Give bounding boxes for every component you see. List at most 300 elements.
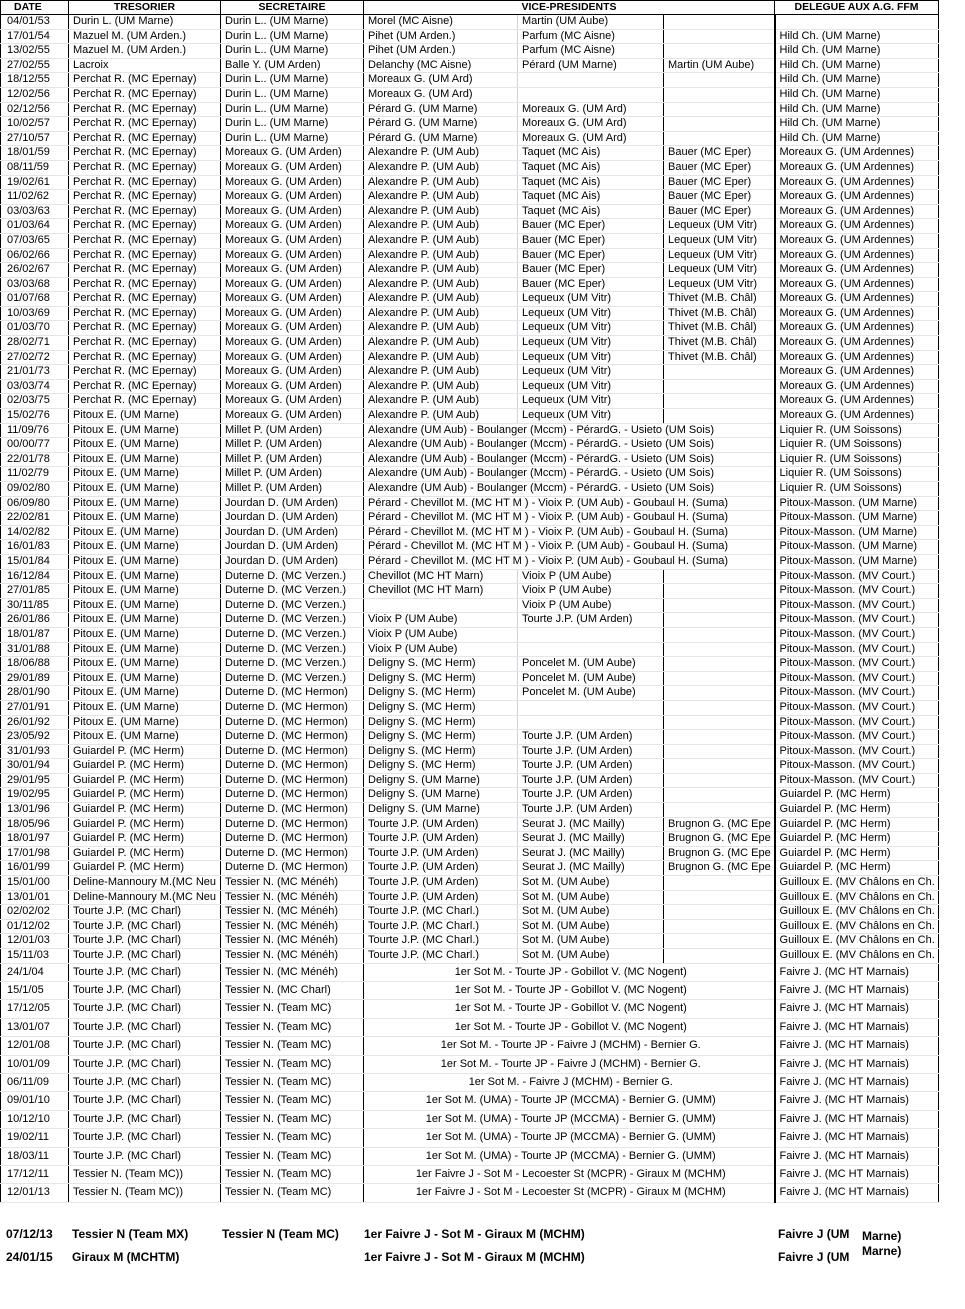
tresorier-cell: Pitoux E. (UM Marne) [69,511,221,526]
table-row [1,409,939,424]
date-cell: 27/02/72 [1,350,69,365]
vice-president-cell: Pérard - Chevillot M. (MC HT M ) - Vioix P. (UM Aub) - Goubaul H. (Suma) [364,525,775,540]
tresorier-cell: Tourte J.P. (MC Charl) [69,1129,221,1147]
table-row [1,905,939,920]
table-row [1,292,939,307]
vice-president-cell: Martin (UM Aube) [664,58,775,73]
secretaire-cell: Duterne D. (MC Hermon) [221,773,364,788]
vice-president-cell: Martin (UM Aube) [518,15,664,30]
vice-president-cell: Thivet (M.B. Châl) [664,306,775,321]
footer-delegue: Faivre J (UM [778,1227,850,1241]
vice-president-cell: Sot M. (UM Aube) [518,949,664,964]
vice-president-cell: Pérard - Chevillot M. (MC HT M ) - Vioix P. (UM Aub) - Goubaul H. (Suma) [364,540,775,555]
tresorier-cell: Pitoux E. (UM Marne) [69,482,221,497]
delegue-cell: Guilloux E. (MV Châlons en Ch. [775,905,939,920]
vice-president-cell: Moreaux G. (UM Ard) [518,117,664,132]
vice-president-cell: Tourte J.P. (MC Charl.) [364,949,518,964]
table-row [1,73,939,88]
tresorier-cell: Tourte J.P. (MC Charl) [69,934,221,949]
tresorier-cell: Pitoux E. (UM Marne) [69,671,221,686]
date-cell: 13/01/07 [1,1018,69,1036]
delegue-cell [775,15,939,30]
tresorier-cell: Mazuel M. (UM Arden.) [69,29,221,44]
secretaire-cell: Duterne D. (MC Hermon) [221,832,364,847]
secretaire-cell: Millet P. (UM Arden) [221,438,364,453]
table-row [1,788,939,803]
secretaire-cell: Moreaux G. (UM Arden) [221,219,364,234]
vice-president-cell [664,642,775,657]
vice-president-cell: Brugnon G. (MC Epe [664,846,775,861]
tresorier-cell: Perchat R. (MC Epernay) [69,379,221,394]
table-row [1,321,939,336]
delegue-cell: Faivre J. (MC HT Marnais) [775,1110,939,1128]
table-row [1,15,939,30]
vice-president-cell: Tourte J.P. (UM Arden) [518,730,664,745]
vice-president-cell: Sot M. (UM Aube) [518,934,664,949]
date-cell: 31/01/88 [1,642,69,657]
vice-president-cell: Deligny S. (MC Herm) [364,730,518,745]
table-row [1,29,939,44]
date-cell: 30/01/94 [1,759,69,774]
tresorier-cell: Pitoux E. (UM Marne) [69,730,221,745]
table-row [1,175,939,190]
vice-president-cell: Lequeux (UM Vitr) [664,219,775,234]
vice-president-cell: Deligny S. (UM Marne) [364,773,518,788]
tresorier-cell: Tessier N. (Team MC)) [69,1184,221,1202]
table-row [1,657,939,672]
vice-president-cell [664,905,775,920]
date-cell: 17/01/54 [1,29,69,44]
tresorier-cell: Guiardel P. (MC Herm) [69,788,221,803]
table-row [1,584,939,599]
tresorier-cell: Perchat R. (MC Epernay) [69,131,221,146]
vice-president-cell: 1er Sot M. - Faivre J (MCHM) - Bernier G. [364,1074,775,1092]
date-cell: 02/02/02 [1,905,69,920]
secretaire-cell: Moreaux G. (UM Arden) [221,263,364,278]
tresorier-cell: Tourte J.P. (MC Charl) [69,919,221,934]
table-row [1,1147,939,1165]
secretaire-cell: Tessier N. (MC Ménéh) [221,876,364,891]
vice-president-cell: Poncelet M. (UM Aube) [518,671,664,686]
delegue-cell: Pitoux-Masson. (MV Court.) [775,584,939,599]
vice-president-cell [664,949,775,964]
vice-president-cell: Lequeux (UM Vitr) [664,277,775,292]
vice-president-cell: Tourte J.P. (UM Arden) [518,803,664,818]
table-row [1,598,939,613]
delegue-cell: Guiardel P. (MC Herm) [775,817,939,832]
date-cell: 13/01/01 [1,890,69,905]
vice-president-cell: Deligny S. (MC Herm) [364,686,518,701]
secretaire-cell: Duterne D. (MC Verzen.) [221,671,364,686]
table-row [1,525,939,540]
delegue-cell: Pitoux-Masson. (MV Court.) [775,773,939,788]
tresorier-cell: Perchat R. (MC Epernay) [69,117,221,132]
vice-president-cell: Taquet (MC Ais) [518,146,664,161]
secretaire-cell: Moreaux G. (UM Arden) [221,336,364,351]
vice-president-cell [664,15,775,30]
date-cell: 15/1/05 [1,982,69,1000]
delegue-cell: Faivre J. (MC HT Marnais) [775,1018,939,1036]
vice-president-cell [664,379,775,394]
vice-president-cell: 1er Faivre J - Sot M - Lecoester St (MCPR) - Giraux M (MCHM) [364,1184,775,1202]
vice-president-cell: Vioix P (UM Aube) [364,627,518,642]
date-cell: 16/01/83 [1,540,69,555]
delegue-cell: Guiardel P. (MC Herm) [775,788,939,803]
date-cell: 18/01/97 [1,832,69,847]
vice-president-cell: Lequeux (UM Vitr) [518,365,664,380]
tresorier-cell: Tourte J.P. (MC Charl) [69,1055,221,1073]
vice-president-cell: Alexandre P. (UM Aub) [364,190,518,205]
date-cell: 10/12/10 [1,1110,69,1128]
secretaire-cell: Tessier N. (MC Charl) [221,982,364,1000]
vice-president-cell: Alexandre P. (UM Aub) [364,219,518,234]
secretaire-cell: Moreaux G. (UM Arden) [221,306,364,321]
vice-president-cell: Brugnon G. (MC Epe [664,861,775,876]
vice-president-cell: Deligny S. (MC Herm) [364,715,518,730]
vice-president-cell: Tourte J.P. (UM Arden) [364,890,518,905]
vice-president-cell: Alexandre P. (UM Aub) [364,233,518,248]
table-row [1,263,939,278]
delegue-cell: Moreaux G. (UM Ardennes) [775,219,939,234]
table-row [1,1092,939,1110]
tresorier-cell: Durin L. (UM Marne) [69,15,221,30]
vice-president-cell: Tourte J.P. (UM Arden) [518,613,664,628]
date-cell: 12/01/03 [1,934,69,949]
tresorier-cell: Pitoux E. (UM Marne) [69,409,221,424]
date-cell: 29/01/95 [1,773,69,788]
secretaire-cell: Tessier N. (Team MC) [221,1147,364,1165]
date-cell: 27/01/91 [1,700,69,715]
secretaire-cell: Tessier N. (MC Ménéh) [221,934,364,949]
date-cell: 09/01/10 [1,1092,69,1110]
vice-president-cell: Alexandre P. (UM Aub) [364,160,518,175]
table-row [1,277,939,292]
vice-president-cell: Deligny S. (MC Herm) [364,671,518,686]
secretaire-cell: Tessier N. (Team MC) [221,1074,364,1092]
delegue-cell: Pitoux-Masson. (UM Marne) [775,525,939,540]
delegue-cell: Moreaux G. (UM Ardennes) [775,394,939,409]
delegue-cell: Moreaux G. (UM Ardennes) [775,350,939,365]
footer-row [4,1244,934,1270]
secretaire-cell: Moreaux G. (UM Arden) [221,160,364,175]
vice-president-cell: Lequeux (UM Vitr) [664,233,775,248]
delegue-cell: Faivre J. (MC HT Marnais) [775,1129,939,1147]
secretaire-cell: Duterne D. (MC Verzen.) [221,657,364,672]
table-row [1,1129,939,1147]
date-cell: 28/01/90 [1,686,69,701]
table-row [1,496,939,511]
vice-president-cell [664,29,775,44]
date-cell: 22/01/78 [1,452,69,467]
table-row [1,87,939,102]
tresorier-cell: Tourte J.P. (MC Charl) [69,905,221,920]
secretaire-cell: Duterne D. (MC Hermon) [221,700,364,715]
vice-president-cell: Alexandre P. (UM Aub) [364,365,518,380]
tresorier-cell: Tourte J.P. (MC Charl) [69,1074,221,1092]
secretaire-cell: Duterne D. (MC Verzen.) [221,598,364,613]
vice-president-cell [664,394,775,409]
date-cell: 17/01/98 [1,846,69,861]
vice-president-cell: Lequeux (UM Vitr) [518,379,664,394]
table-row [1,700,939,715]
delegue-cell: Faivre J. (MC HT Marnais) [775,1166,939,1184]
vice-president-cell: Lequeux (UM Vitr) [664,263,775,278]
table-row [1,204,939,219]
vice-president-cell [664,598,775,613]
secretaire-cell: Tessier N. (Team MC) [221,1129,364,1147]
vice-president-cell: Pérard - Chevillot M. (MC HT M ) - Vioix P. (UM Aub) - Goubaul H. (Suma) [364,511,775,526]
tresorier-cell: Pitoux E. (UM Marne) [69,452,221,467]
vice-president-cell: Bauer (MC Eper) [664,190,775,205]
delegue-cell: Hild Ch. (UM Marne) [775,58,939,73]
tresorier-cell: Guiardel P. (MC Herm) [69,803,221,818]
date-cell: 29/01/89 [1,671,69,686]
vice-president-cell: Alexandre P. (UM Aub) [364,394,518,409]
tresorier-cell: Perchat R. (MC Epernay) [69,336,221,351]
table-row [1,671,939,686]
tresorier-cell: Mazuel M. (UM Arden.) [69,44,221,59]
secretaire-cell: Tessier N. (MC Ménéh) [221,905,364,920]
table-row [1,146,939,161]
vice-president-cell: 1er Sot M. - Tourte JP - Faivre J (MCHM) - Bernier G. [364,1055,775,1073]
delegue-cell: Hild Ch. (UM Marne) [775,102,939,117]
delegue-cell: Hild Ch. (UM Marne) [775,29,939,44]
delegue-cell: Moreaux G. (UM Ardennes) [775,409,939,424]
table-row [1,554,939,569]
table-row [1,306,939,321]
table-row [1,613,939,628]
tresorier-cell: Perchat R. (MC Epernay) [69,175,221,190]
secretaire-cell: Tessier N. (MC Ménéh) [221,949,364,964]
date-cell: 18/05/96 [1,817,69,832]
vice-president-cell: Alexandre P. (UM Aub) [364,263,518,278]
tresorier-cell: Tourte J.P. (MC Charl) [69,1000,221,1018]
vice-president-cell [664,934,775,949]
date-cell: 04/01/53 [1,15,69,30]
date-cell: 12/02/56 [1,87,69,102]
vice-president-cell: Morel (MC Aisne) [364,15,518,30]
tresorier-cell: Pitoux E. (UM Marne) [69,540,221,555]
secretaire-cell: Moreaux G. (UM Arden) [221,175,364,190]
tresorier-cell: Guiardel P. (MC Herm) [69,861,221,876]
secretaire-cell: Jourdan D. (UM Arden) [221,554,364,569]
secretaire-cell: Millet P. (UM Arden) [221,482,364,497]
tresorier-cell: Pitoux E. (UM Marne) [69,657,221,672]
vice-president-cell: Bauer (MC Eper) [664,175,775,190]
secretaire-cell: Tessier N. (Team MC) [221,1055,364,1073]
footer-secretaire: Tessier N (Team MC) [222,1227,339,1241]
delegue-cell: Pitoux-Masson. (MV Court.) [775,715,939,730]
vice-president-cell: Taquet (MC Ais) [518,160,664,175]
date-cell: 17/12/11 [1,1166,69,1184]
delegue-cell: Liquier R. (UM Soissons) [775,438,939,453]
secretaire-cell: Duterne D. (MC Verzen.) [221,569,364,584]
delegue-cell: Moreaux G. (UM Ardennes) [775,306,939,321]
date-cell: 21/01/73 [1,365,69,380]
date-cell: 18/12/55 [1,73,69,88]
table-row [1,1184,939,1202]
secretaire-cell: Moreaux G. (UM Arden) [221,277,364,292]
tresorier-cell: Tessier N. (Team MC)) [69,1166,221,1184]
vice-president-cell [664,73,775,88]
tresorier-cell: Perchat R. (MC Epernay) [69,160,221,175]
vice-president-cell [518,700,664,715]
secretaire-cell: Moreaux G. (UM Arden) [221,233,364,248]
tresorier-cell: Tourte J.P. (MC Charl) [69,1037,221,1055]
vice-president-cell: Moreaux G. (UM Ard) [518,131,664,146]
vice-president-cell: Bauer (MC Eper) [518,233,664,248]
table-row [1,803,939,818]
secretaire-cell: Duterne D. (MC Hermon) [221,759,364,774]
table-row [1,817,939,832]
tresorier-cell: Pitoux E. (UM Marne) [69,554,221,569]
vice-president-cell: Parfum (MC Aisne) [518,44,664,59]
delegue-cell: Pitoux-Masson. (UM Marne) [775,496,939,511]
header-secretaire: SECRETAIRE [221,1,364,15]
vice-president-cell: Vioix P (UM Aube) [364,613,518,628]
vice-president-cell [664,700,775,715]
tresorier-cell: Pitoux E. (UM Marne) [69,569,221,584]
tresorier-cell: Perchat R. (MC Epernay) [69,102,221,117]
date-cell: 18/06/88 [1,657,69,672]
vice-president-cell: Thivet (M.B. Châl) [664,321,775,336]
vice-president-cell: Deligny S. (MC Herm) [364,700,518,715]
delegue-cell: Faivre J. (MC HT Marnais) [775,1092,939,1110]
vice-president-cell: Parfum (MC Aisne) [518,29,664,44]
tresorier-cell: Guiardel P. (MC Herm) [69,817,221,832]
vice-president-cell: Bauer (MC Eper) [518,219,664,234]
table-row [1,569,939,584]
table-row [1,744,939,759]
vice-president-cell [518,715,664,730]
secretaire-cell: Durin L.. (UM Marne) [221,44,364,59]
delegue-cell: Moreaux G. (UM Ardennes) [775,277,939,292]
vice-president-cell: Vioix P (UM Aube) [518,598,664,613]
delegue-cell: Guiardel P. (MC Herm) [775,832,939,847]
secretaire-cell: Duterne D. (MC Hermon) [221,686,364,701]
date-cell: 08/11/59 [1,160,69,175]
date-cell: 10/03/69 [1,306,69,321]
delegue-cell: Pitoux-Masson. (UM Marne) [775,554,939,569]
delegue-cell: Faivre J. (MC HT Marnais) [775,1147,939,1165]
vice-president-cell: Alexandre P. (UM Aub) [364,175,518,190]
tresorier-cell: Pitoux E. (UM Marne) [69,584,221,599]
table-row [1,730,939,745]
secretaire-cell: Durin L.. (UM Marne) [221,131,364,146]
vice-president-cell: Taquet (MC Ais) [518,190,664,205]
table-row [1,350,939,365]
vice-president-cell: Deligny S. (UM Marne) [364,803,518,818]
footer-vice-presidents: 1er Faivre J - Sot M - Giraux M (MCHM) [364,1250,585,1264]
table-row [1,876,939,891]
vice-president-cell [364,598,518,613]
secretaire-cell: Moreaux G. (UM Arden) [221,292,364,307]
vice-president-cell: Pérard G. (UM Marne) [364,102,518,117]
secretaire-cell: Duterne D. (MC Hermon) [221,744,364,759]
date-cell: 30/11/85 [1,598,69,613]
delegue-cell: Pitoux-Masson. (MV Court.) [775,627,939,642]
table-row [1,58,939,73]
secretaire-cell: Tessier N. (Team MC) [221,1037,364,1055]
footer-date: 07/12/13 [6,1227,53,1241]
delegue-cell: Moreaux G. (UM Ardennes) [775,204,939,219]
table-row [1,394,939,409]
secretaire-cell: Moreaux G. (UM Arden) [221,248,364,263]
footer-tresorier: Tessier N (Team MX) [72,1227,189,1241]
vice-president-cell: Poncelet M. (UM Aube) [518,686,664,701]
table-row [1,102,939,117]
secretaire-cell: Tessier N. (Team MC) [221,1018,364,1036]
delegue-cell: Moreaux G. (UM Ardennes) [775,336,939,351]
delegue-cell: Faivre J. (MC HT Marnais) [775,1037,939,1055]
vice-president-cell [664,773,775,788]
date-cell: 17/12/05 [1,1000,69,1018]
vice-president-cell: Deligny S. (MC Herm) [364,744,518,759]
footer-delegue: Faivre J (UM [778,1250,850,1264]
tresorier-cell: Perchat R. (MC Epernay) [69,87,221,102]
vice-president-cell: Taquet (MC Ais) [518,175,664,190]
vice-president-cell [518,73,664,88]
delegue-cell: Faivre J. (MC HT Marnais) [775,1184,939,1202]
delegue-cell: Pitoux-Masson. (MV Court.) [775,700,939,715]
secretaire-cell: Durin L.. (UM Marne) [221,15,364,30]
tresorier-cell: Perchat R. (MC Epernay) [69,204,221,219]
tresorier-cell: Pitoux E. (UM Marne) [69,686,221,701]
tresorier-cell: Perchat R. (MC Epernay) [69,190,221,205]
tresorier-cell: Guiardel P. (MC Herm) [69,744,221,759]
vice-president-cell [664,131,775,146]
date-cell: 14/02/82 [1,525,69,540]
tresorier-cell: Pitoux E. (UM Marne) [69,467,221,482]
delegue-cell: Guilloux E. (MV Châlons en Ch. [775,919,939,934]
vice-president-cell: 1er Sot M. (UMA) - Tourte JP (MCCMA) - Bernier G. (UMM) [364,1147,775,1165]
delegue-cell: Pitoux-Masson. (MV Court.) [775,657,939,672]
vice-president-cell: Seurat J. (MC Mailly) [518,861,664,876]
tresorier-cell: Pitoux E. (UM Marne) [69,700,221,715]
date-cell: 06/09/80 [1,496,69,511]
delegue-cell: Pitoux-Masson. (UM Marne) [775,511,939,526]
delegue-cell: Moreaux G. (UM Ardennes) [775,160,939,175]
vice-president-cell [664,876,775,891]
table-row [1,160,939,175]
secretaire-cell: Moreaux G. (UM Arden) [221,365,364,380]
vice-president-cell: Tourte J.P. (MC Charl.) [364,934,518,949]
vice-president-cell: Brugnon G. (MC Epe [664,817,775,832]
secretaire-cell: Jourdan D. (UM Arden) [221,511,364,526]
table-row [1,511,939,526]
vice-president-cell: 1er Sot M. - Tourte JP - Faivre J (MCHM) - Bernier G. [364,1037,775,1055]
tresorier-cell: Tourte J.P. (MC Charl) [69,949,221,964]
delegue-cell: Pitoux-Masson. (MV Court.) [775,642,939,657]
vice-president-cell: Alexandre P. (UM Aub) [364,336,518,351]
date-cell: 26/01/86 [1,613,69,628]
date-cell: 19/02/95 [1,788,69,803]
delegue-cell: Moreaux G. (UM Ardennes) [775,190,939,205]
secretaire-cell: Duterne D. (MC Hermon) [221,861,364,876]
vice-president-cell: Alexandre P. (UM Aub) [364,321,518,336]
date-cell: 11/02/62 [1,190,69,205]
vice-president-cell: Sot M. (UM Aube) [518,905,664,920]
date-cell: 01/12/02 [1,919,69,934]
table-row [1,642,939,657]
vice-president-cell: Lequeux (UM Vitr) [664,248,775,263]
vice-president-cell: Tourte J.P. (UM Arden) [518,744,664,759]
delegue-cell: Guilloux E. (MV Châlons en Ch. [775,890,939,905]
tresorier-cell: Tourte J.P. (MC Charl) [69,963,221,981]
date-cell: 11/09/76 [1,423,69,438]
date-cell: 00/00/77 [1,438,69,453]
table-row [1,1018,939,1036]
